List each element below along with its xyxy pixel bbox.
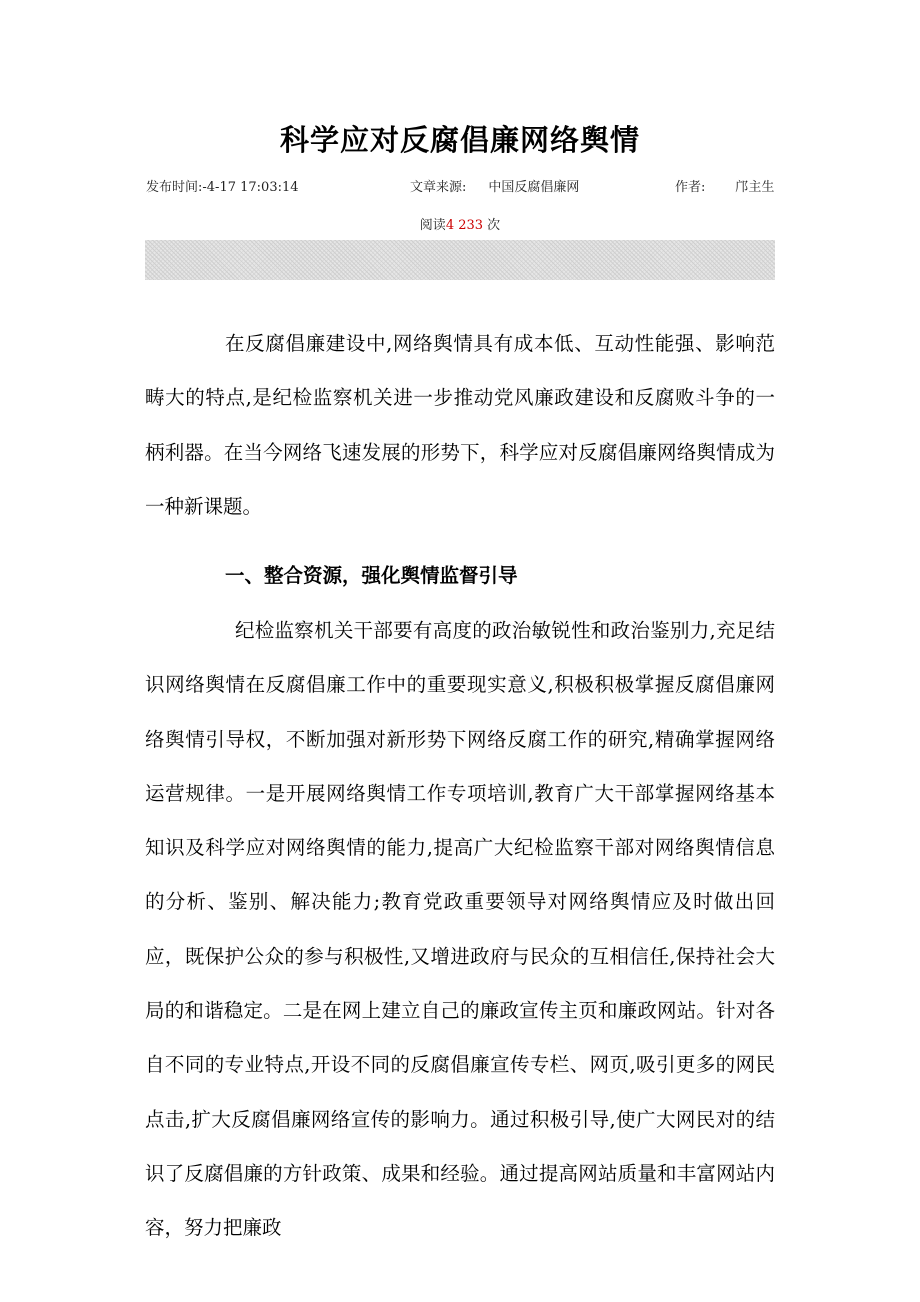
- section-1-paragraph: 纪检监察机关干部要有高度的政治敏锐性和政治鉴别力,充足结识网络舆情在反腐倡廉工作中的重要现实意义,积极积极掌握反腐倡廉网络舆情引导权，不断加强对新形势下网络反腐工作的研究,精确掌握网络运营规律。一是开展网络舆情工作专项培训,教育广大干部掌握网络基本知识及科学应对网络舆情的能力,提高广大纪检监察干部对网络舆情信息的分析、鉴别、解决能力;教育党政重要领导对网络舆情应及时做出回应，既保护公众的参与积极性,又增进政府与民众的互相信任,保持社会大局的和谐稳定。二是在网上建立自己的廉政宣传主页和廉政网站。针对各自不同的专业特点,开设不同的反腐倡廉宣传专栏、网页,吸引更多的网民点击,扩大反腐倡廉网络宣传的影响力。通过积极引导,使广大网民对的结识了反腐倡廉的方针政策、成果和经验。通过提高网站质量和丰富网站内容，努力把廉政: [145, 619, 775, 1240]
- source-label: 文章来源:: [410, 180, 467, 195]
- article-source: [410, 176, 579, 195]
- publish-time-label: 发布时间:: [146, 180, 203, 195]
- author-value: 邝主生: [735, 180, 775, 195]
- intro-paragraph: 在反腐倡廉建设中,网络舆情具有成本低、互动性能强、影响范畴大的特点,是纪检监察机关进一步推动党风廉政建设和反腐败斗争的一柄利器。在当今网络飞速发展的形势下，科学应对反腐倡廉网络舆情成为一种新课题。: [145, 332, 775, 518]
- article-title: 科学应对反腐倡廉网络舆情: [279, 123, 640, 157]
- article-author: [675, 176, 774, 195]
- author-label: 作者:: [675, 180, 706, 195]
- read-count: [0, 214, 920, 233]
- publish-time-value: -4-17 17:03:14: [202, 180, 299, 195]
- source-value: 中国反腐倡廉网: [488, 180, 580, 195]
- publish-time: [146, 176, 299, 195]
- read-count-prefix: 阅读: [419, 218, 446, 233]
- read-count-suffix: 次: [487, 218, 501, 233]
- section-heading-1: 一、整合资源，强化舆情监督引导: [225, 564, 518, 587]
- read-count-value: 4 233: [445, 218, 484, 233]
- decorative-divider-bar: [145, 240, 775, 280]
